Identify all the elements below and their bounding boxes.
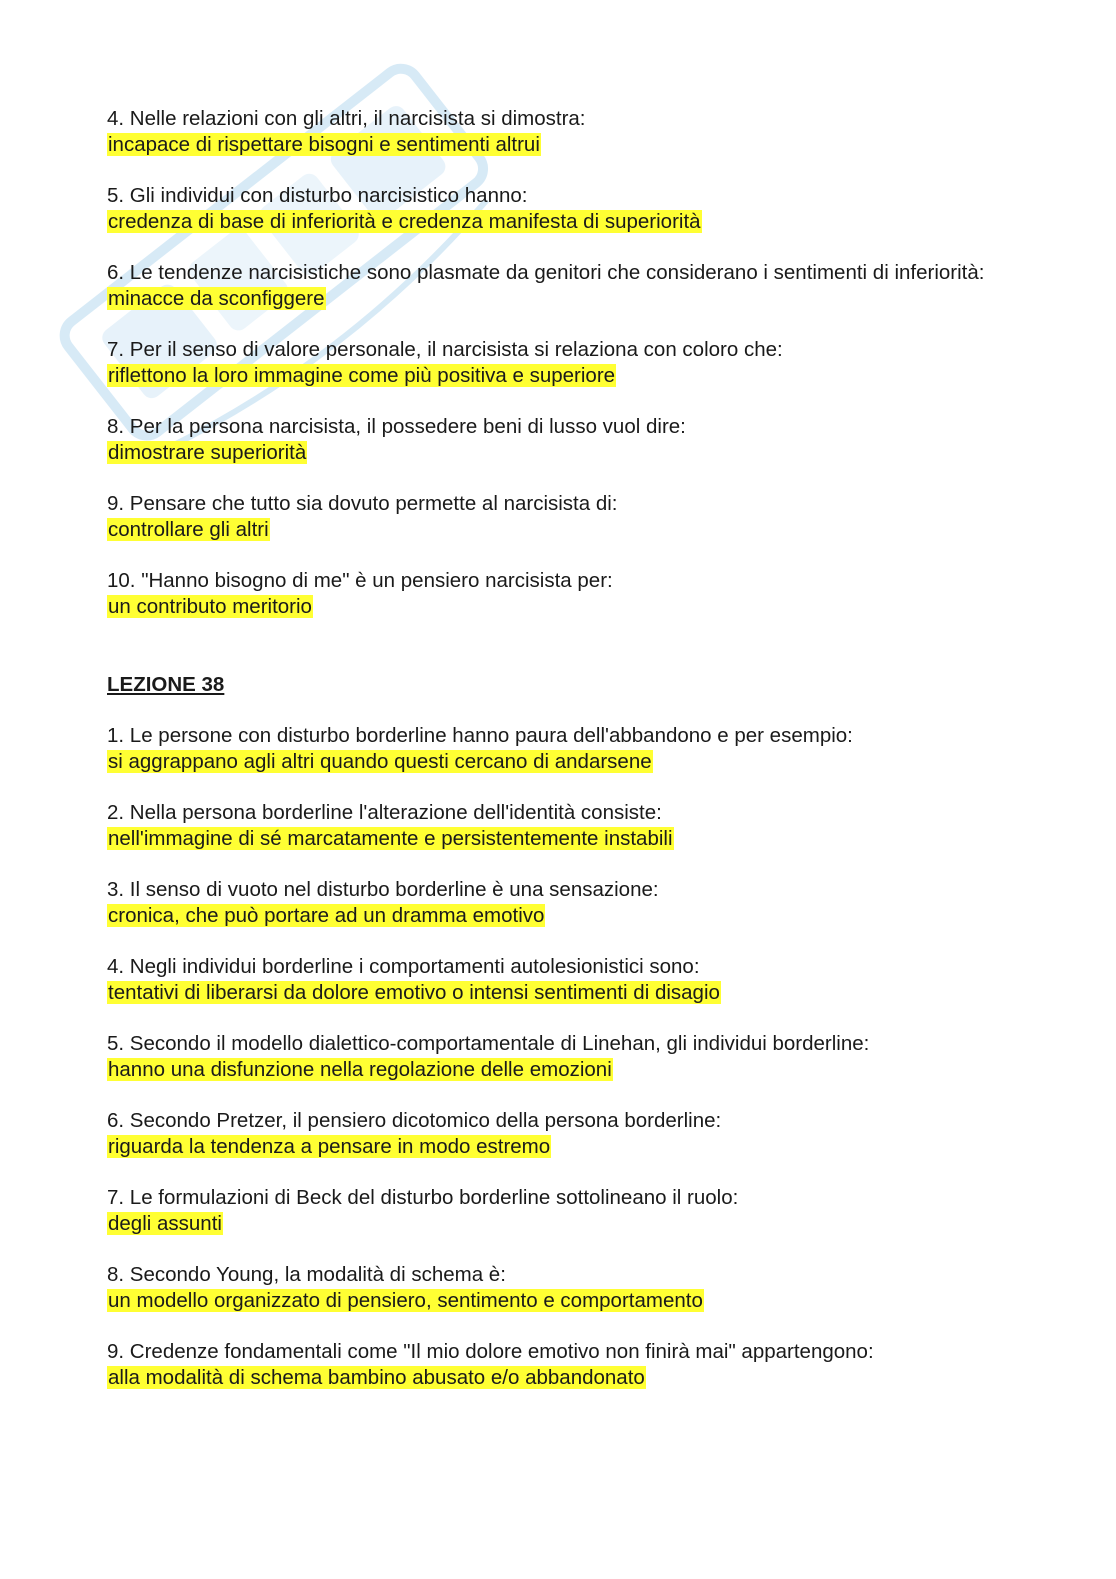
qa-item	[107, 491, 987, 543]
question-text: 5. Gli individui con disturbo narcisistico hanno:	[107, 184, 528, 207]
qa-item	[107, 1262, 987, 1314]
question-text: 1. Le persone con disturbo borderline hanno paura dell'abbandono e per esempio:	[107, 724, 853, 747]
qa-item	[107, 106, 987, 158]
qa-item	[107, 260, 987, 312]
answer-highlight: nell'immagine di sé marcatamente e persistentemente instabili	[108, 827, 673, 850]
qa-item	[107, 1031, 987, 1083]
answer-highlight: degli assunti	[108, 1212, 222, 1235]
answer-highlight: riflettono la loro immagine come più positiva e superiore	[108, 364, 616, 387]
answer-highlight: dimostrare superiorità	[108, 441, 307, 464]
question-text: 10. "Hanno bisogno di me" è un pensiero narcisista per:	[107, 569, 613, 592]
question-text: 5. Secondo il modello dialettico-comportamentale di Linehan, gli individui borderline:	[107, 1032, 870, 1055]
question-text: 2. Nella persona borderline l'alterazione dell'identità consiste:	[107, 801, 662, 824]
qa-item	[107, 337, 987, 389]
answer-highlight: hanno una disfunzione nella regolazione delle emozioni	[108, 1058, 612, 1081]
answer-highlight: minacce da sconfiggere	[108, 287, 325, 310]
qa-item	[107, 568, 987, 620]
answer-highlight: credenza di base di inferiorità e credenza manifesta di superiorità	[108, 210, 701, 233]
question-text: 8. Per la persona narcisista, il possedere beni di lusso vuol dire:	[107, 415, 686, 438]
question-text: 9. Pensare che tutto sia dovuto permette al narcisista di:	[107, 492, 618, 515]
question-text: 4. Nelle relazioni con gli altri, il narcisista si dimostra:	[107, 107, 586, 130]
answer-highlight: un modello organizzato di pensiero, sentimento e comportamento	[108, 1289, 703, 1312]
answer-highlight: un contributo meritorio	[108, 595, 312, 618]
answer-highlight: riguarda la tendenza a pensare in modo estremo	[108, 1135, 551, 1158]
question-text: 3. Il senso di vuoto nel disturbo borderline è una sensazione:	[107, 878, 659, 901]
qa-item	[107, 800, 987, 852]
answer-highlight: si aggrappano agli altri quando questi cercano di andarsene	[108, 750, 652, 773]
answer-highlight: controllare gli altri	[108, 518, 269, 541]
question-text: 4. Negli individui borderline i comportamenti autolesionistici sono:	[107, 955, 700, 978]
question-text: 7. Le formulazioni di Beck del disturbo borderline sottolineano il ruolo:	[107, 1186, 739, 1209]
qa-item	[107, 723, 987, 775]
qa-item	[107, 414, 987, 466]
section-heading: LEZIONE 38	[107, 673, 225, 696]
qa-item	[107, 183, 987, 235]
question-text: 9. Credenze fondamentali come "Il mio dolore emotivo non finirà mai" appartengono:	[107, 1340, 874, 1363]
answer-highlight: tentativi di liberarsi da dolore emotivo o intensi sentimenti di disagio	[108, 981, 720, 1004]
question-text: 6. Le tendenze narcisistiche sono plasmate da genitori che considerano i sentimenti di inferiorità:	[107, 261, 985, 284]
answer-highlight: alla modalità di schema bambino abusato e/o abbandonato	[108, 1366, 645, 1389]
question-text: 7. Per il senso di valore personale, il narcisista si relaziona con coloro che:	[107, 338, 783, 361]
answer-highlight: cronica, che può portare ad un dramma emotivo	[108, 904, 545, 927]
qa-item	[107, 1185, 987, 1237]
qa-item	[107, 1339, 987, 1391]
answer-highlight: incapace di rispettare bisogni e sentimenti altrui	[108, 133, 540, 156]
document-page	[107, 106, 987, 1416]
qa-item	[107, 954, 987, 1006]
question-text: 6. Secondo Pretzer, il pensiero dicotomico della persona borderline:	[107, 1109, 722, 1132]
question-text: 8. Secondo Young, la modalità di schema è:	[107, 1263, 506, 1286]
qa-item	[107, 1108, 987, 1160]
qa-item	[107, 877, 987, 929]
